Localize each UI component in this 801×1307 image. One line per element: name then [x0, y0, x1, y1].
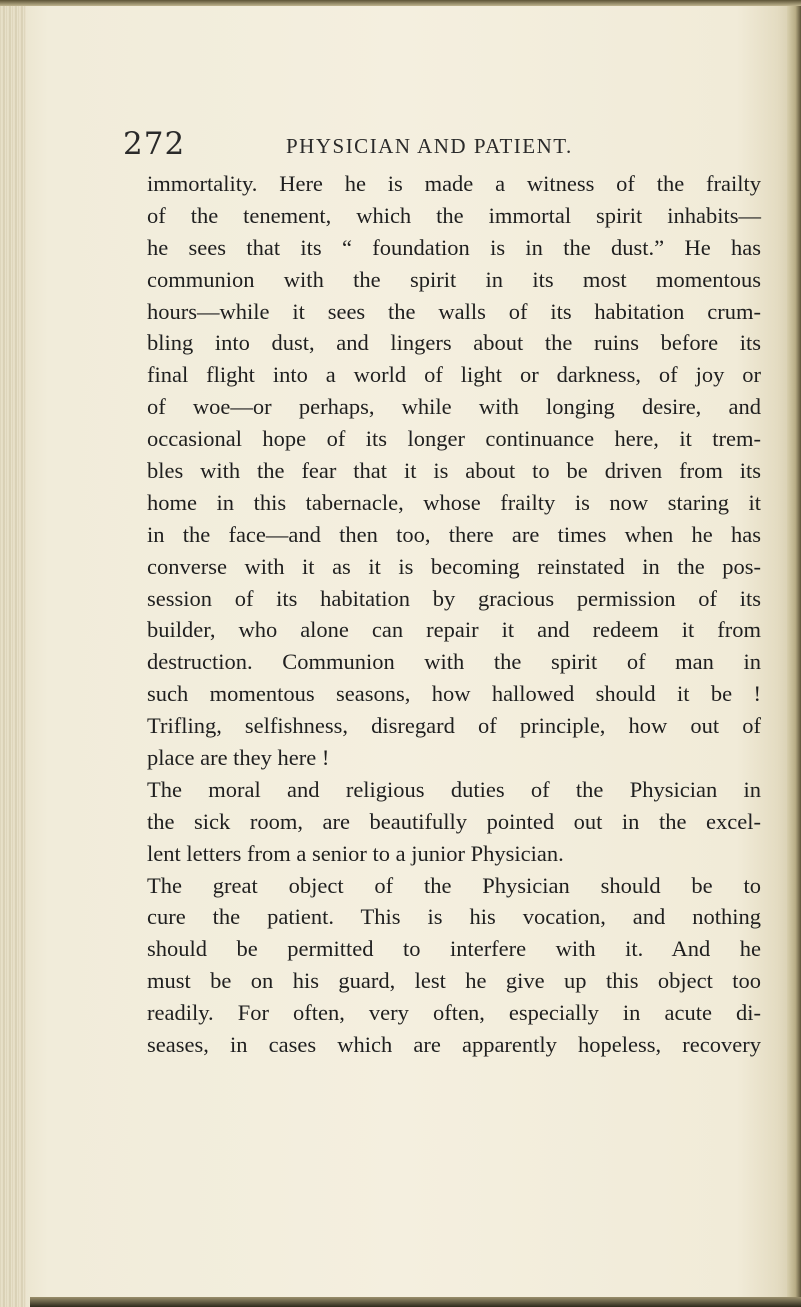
page-bottom-edge: [30, 1297, 801, 1307]
text-line: Trifling, selfishness, disregard of principle, how out of: [147, 713, 761, 739]
text-line: home in this tabernacle, whose frailty is now staring it: [147, 489, 761, 515]
body-text: [147, 168, 761, 1061]
page-header: [123, 128, 723, 160]
text-line: bling into dust, and lingers about the ruins before its: [147, 330, 761, 356]
paragraph-start-line: The great object of the Physician should be to: [147, 872, 761, 898]
text-line: immortality. Here he is made a witness of the frailty: [147, 171, 761, 196]
text-line: should be permitted to interfere with it. And he: [147, 936, 761, 962]
text-line: builder, who alone can repair it and redeem it from: [147, 617, 761, 643]
text-line: hours—while it sees the walls of its habitation crum-: [147, 298, 761, 324]
text-line: session of its habitation by gracious permission of its: [147, 585, 761, 611]
text-line: destruction. Communion with the spirit of man in: [147, 649, 761, 675]
text-line: he sees that its “ foundation is in the dust.” He has: [147, 234, 761, 260]
text-line: seases, in cases which are apparently hopeless, recovery: [147, 1032, 761, 1058]
text-line: bles with the fear that it is about to be driven from its: [147, 458, 761, 484]
text-line: converse with it as it is becoming reinstated in the pos-: [147, 553, 761, 579]
paragraph-start-line: The moral and religious duties of the Physician in: [147, 776, 761, 802]
text-line: in the face—and then too, there are times when he has: [147, 521, 761, 547]
text-line: cure the patient. This is his vocation, and nothing: [147, 904, 761, 930]
text-line: of the tenement, which the immortal spirit inhabits—: [147, 202, 761, 228]
text-line: occasional hope of its longer continuance here, it trem-: [147, 426, 761, 452]
text-line: the sick room, are beautifully pointed out in the excel-: [147, 808, 761, 834]
paragraph-end-line: lent letters from a senior to a junior Physician.: [147, 840, 564, 866]
running-head: PHYSICIAN AND PATIENT.: [286, 134, 573, 158]
paragraph-end-line: place are they here !: [147, 745, 330, 771]
text-line: final flight into a world of light or darkness, of joy or: [147, 362, 761, 388]
text-line: such momentous seasons, how hallowed should it be !: [147, 681, 761, 707]
page-right-edge: [787, 0, 801, 1307]
text-line: of woe—or perhaps, while with longing desire, and: [147, 394, 761, 420]
book-spine-gutter: [0, 0, 26, 1307]
text-line: must be on his guard, lest he give up this object too: [147, 968, 761, 994]
text-line: readily. For often, very often, especially in acute di-: [147, 1000, 761, 1026]
page-top-edge: [0, 0, 801, 6]
text-line: communion with the spirit in its most momentous: [147, 266, 761, 292]
page-number: 272: [123, 126, 186, 162]
